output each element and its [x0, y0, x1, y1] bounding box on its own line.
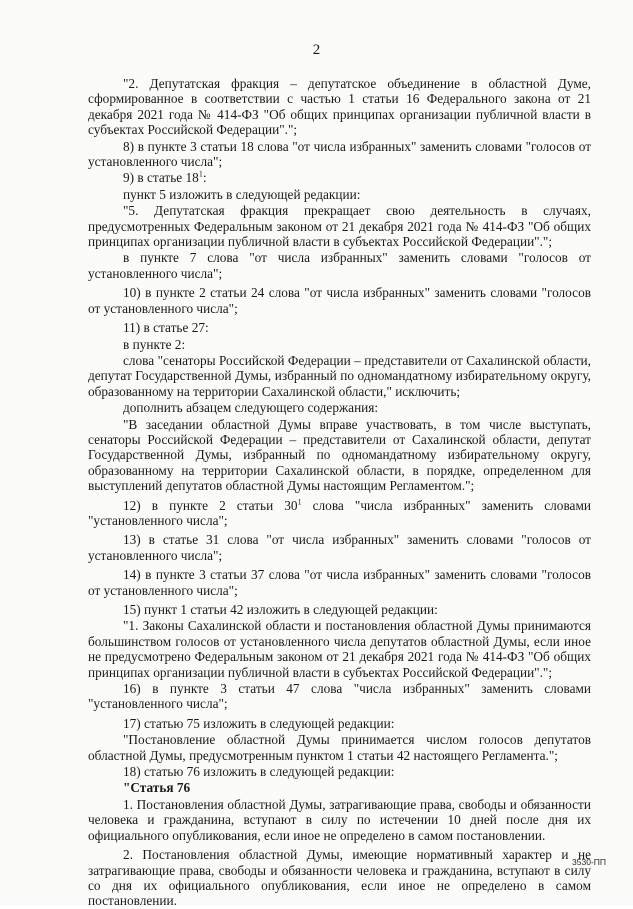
page-number: 2	[312, 42, 321, 58]
paragraph-item-16: 16) в пункте 3 статьи 47 слова "числа избранных" заменить словами "установленного числа";	[88, 681, 591, 712]
paragraph-item-18: 18) статью 76 изложить в следующей редакции:	[123, 764, 395, 780]
paragraph-fraction-definition: "2. Депутатская фракция – депутатское объединение в областной Думе, сформированное в соответствии с частью 1 статьи 16 Федерального закона от 21 декабря 2021 года № 414-ФЗ "Об общих принципах организации публичной власти в субъектах Российской Федерации".";	[88, 76, 591, 138]
paragraph-item-17: 17) статью 75 изложить в следующей редакции:	[123, 715, 395, 731]
paragraph-item-13: 13) в статье 31 слова "от числа избранных" заменить словами "голосов от установленного числа";	[88, 532, 591, 563]
paragraph-item-11: 11) в статье 27:	[123, 320, 209, 336]
paragraph-item-11-point-2: в пункте 2:	[123, 336, 186, 352]
item-12-superscript: 1	[297, 497, 302, 507]
paragraph-item-11-words: слова "сенаторы Российской Федерации – представители от Сахалинской области, депутат Государственной Думы, избранный по одномандатному избирательному округу, образованному на территории Сахалинской области," исключить;	[88, 352, 591, 399]
paragraph-item-15: 15) пункт 1 статьи 42 изложить в следующей редакции:	[123, 602, 438, 617]
item-9-text: 9) в статье 18	[123, 170, 199, 186]
paragraph-item-9	[88, 170, 591, 185]
paragraph-item-17-text: "Постановление областной Думы принимается числом голосов депутатов областной Думы, предусмотренным пунктом 1 статьи 42 настоящего Регламента.";	[88, 732, 591, 763]
paragraph-point-5-intro: пункт 5 изложить в следующей редакции:	[123, 186, 361, 202]
paragraph-add-abzac: дополнить абзацем следующего содержания:	[123, 400, 379, 416]
document-body	[88, 76, 591, 909]
paragraph-point-5-text: "5. Депутатская фракция прекращает свою деятельность в случаях, предусмотренных Федеральным законом от 21 декабря 2021 года № 414-ФЗ "Об общих принципах организации публичной власти в субъектах Российской Федерации".";	[88, 203, 591, 250]
paragraph-item-10: 10) в пункте 2 статьи 24 слова "от числа избранных" заменить словами "голосов от установленного числа";	[88, 285, 591, 316]
paragraph-item-15-text: "1. Законы Сахалинской области и постановления областной Думы принимаются большинством голосов от установленного числа депутатов областной Думы, если иное не предусмотрено Федеральным законом от 21 декабря 2021 года № 414-ФЗ "Об общих принципах организации публичной власти в субъектах Российской Федерации".";	[88, 618, 591, 680]
paragraph-item-12	[88, 498, 591, 529]
paragraph-point-7: в пункте 7 слова "от числа избранных" заменить словами "голосов от установленного числа";	[88, 250, 591, 281]
article-76-point-1: 1. Постановления областной Думы, затрагивающие права, свободы и обязанности человека и гражданина, вступают в силу по истечении 10 дней после дня их официального опубликования, если иное не определено в самом постановлении.	[88, 796, 591, 843]
paragraph-item-14: 14) в пункте 3 статьи 37 слова "от числа избранных" заменить словами "голосов от установленного числа";	[88, 567, 591, 598]
article-76-point-2: 2. Постановления областной Думы, имеющие нормативный характер и не затрагивающие права, свободы и обязанности человека и гражданина, вступают в силу со дня их официального опубликования, если иное не определено в самом постановлении.	[88, 847, 591, 909]
article-76-heading: "Статья 76	[123, 780, 191, 796]
item-12-text: 12) в пункте 2 статьи 30	[123, 497, 298, 513]
item-9-superscript: 1	[198, 170, 203, 180]
document-footer-code: 3530-ПП	[572, 857, 606, 867]
item-9-colon: :	[202, 170, 207, 186]
paragraph-item-8: 8) в пункте 3 статьи 18 слова "от числа избранных" заменить словами "голосов от установленного числа";	[88, 138, 591, 170]
item-12-rest: слова "числа избранных" заменить словами "установленного числа";	[88, 497, 591, 528]
paragraph-session-participation: "В заседании областной Думы вправе участвовать, в том числе выступать, сенаторы Российской Федерации – представители от Сахалинской области, депутат Государственной Думы, избранный по одномандатному избирательному округу, образованному на территории Сахалинской области, в порядке, определенном для выступлений депутатов областной Думы настоящим Регламентом.";	[88, 416, 591, 494]
